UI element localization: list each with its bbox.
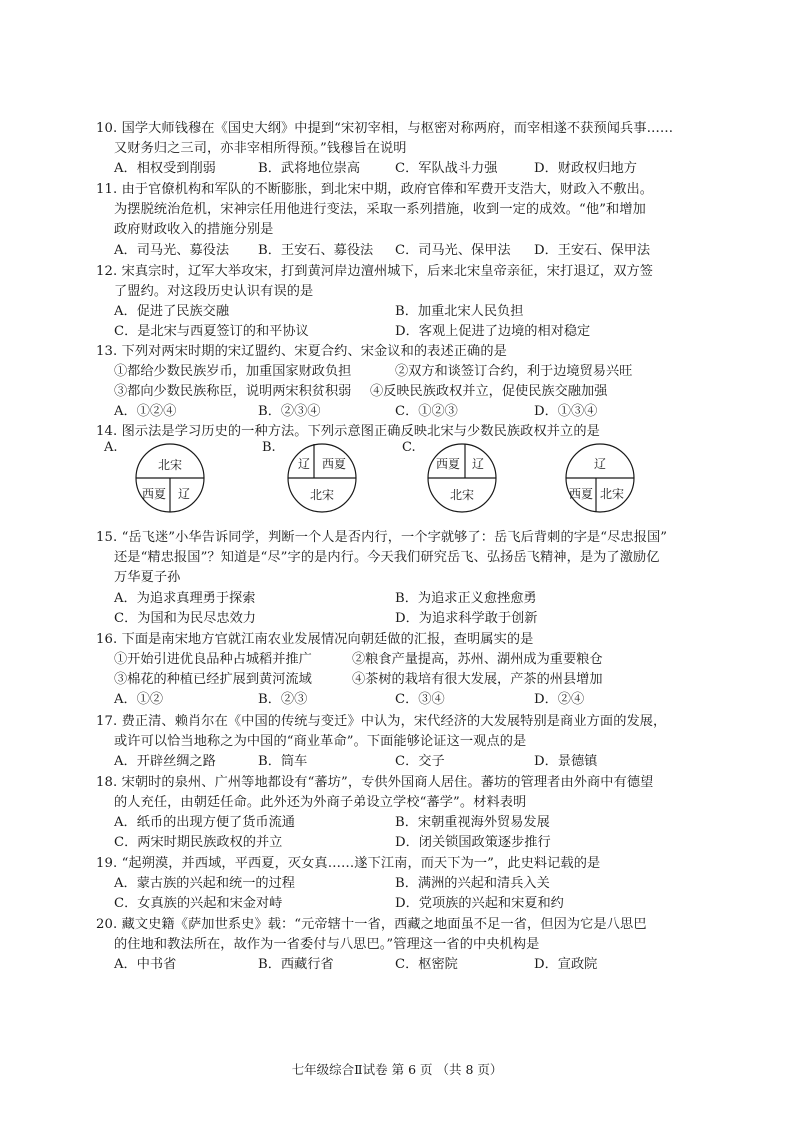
- q10-option-a: A．相权受到削弱: [114, 161, 216, 176]
- q15-stem-line3: 万华夏子孙: [114, 570, 181, 585]
- q12-stem-line2: 了盟约。对这段历史认识有误的是: [114, 284, 314, 299]
- q17-option-a: A．开辟丝绸之路: [114, 754, 216, 769]
- q15-option-c: C．为国和为民尽忠效力: [114, 611, 256, 626]
- q18-stem-line2: 的人充任，由朝廷任命。此外还为外商子弟设立学校“蕃学”。材料表明: [114, 795, 527, 810]
- q11-option-a: A．司马光、募役法: [114, 243, 230, 258]
- q15-stem-line2: 还是“精忠报国”？知道是“尽”字的是内行。今天我们研究岳飞、弘扬岳飞精神，是为了激励亿: [114, 550, 660, 565]
- q12-option-a: A．促进了民族交融: [114, 304, 230, 319]
- q11-option-b: B．王安石、募役法: [258, 243, 374, 258]
- q16-stem-line1: 16. 下面是南宋地方官就江南农业发展情况向朝廷做的汇报，查明属实的是: [96, 632, 534, 647]
- q11-option-d: D．王安石、保甲法: [534, 243, 651, 258]
- q20-stem-line1: 20. 藏文史籍《萨加世系史》载：“元帝辖十一省，西藏之地面虽不足一省，但因为它是八思巴: [96, 917, 647, 932]
- q13-option-b: B．②③④: [258, 404, 321, 419]
- q17-option-b: B．筒车: [258, 754, 308, 769]
- q11-option-c: C．司马光、保甲法: [395, 243, 511, 258]
- q14-fig-b-bottom: 北宋: [309, 488, 335, 502]
- q14-fig-c-top-right: 辽: [471, 457, 485, 471]
- q12-option-b: B．加重北宋人民负担: [395, 304, 524, 319]
- q10-option-d: D．财政权归地方: [534, 161, 637, 176]
- q14-fig-a-letter: A.: [104, 440, 118, 455]
- q14-fig-b-top-right: 西夏: [321, 457, 347, 471]
- q17-stem-line1: 17. 费正清、赖肖尔在《中国的传统与变迁》中认为，宋代经济的大发展特别是商业方面的发展，: [96, 714, 667, 729]
- q14-fig-b-diagram: [280, 442, 364, 514]
- q18-option-c: C．两宋时期民族政权的并立: [114, 835, 283, 850]
- q13-option-c: C．①②③: [395, 404, 458, 419]
- q18-stem-line1: 18. 宋朝时的泉州、广州等地都设有“蕃坊”，专供外国商人居住。蕃坊的管理者由外商中有德望: [96, 775, 654, 790]
- q15-option-a: A．为追求真理勇于探索: [114, 591, 256, 606]
- q18-option-b: B．宋朝重视海外贸易发展: [395, 815, 550, 830]
- q19-option-d: D．党项族的兴起和宋夏和约: [395, 896, 564, 911]
- q16-option-a: A．①②: [114, 692, 164, 707]
- q16-option-c: C．③④: [395, 692, 445, 707]
- q15-option-d: D．为追求科学敢于创新: [395, 611, 538, 626]
- q18-option-a: A．纸币的出现方便了货币流通: [114, 815, 295, 830]
- q14-fig-d-bottom-left: 西夏: [568, 487, 594, 501]
- q19-option-b: B．满洲的兴起和清兵入关: [395, 876, 550, 891]
- page-footer: 七年级综合Ⅱ试卷 第 6 页 （共 8 页）: [291, 1062, 503, 1077]
- q16-statement-2: ②粮食产量提高，苏州、湖州成为重要粮仓: [352, 652, 603, 667]
- q16-statement-1: ①开始引进优良品种占城稻并推广: [114, 652, 312, 667]
- q12-option-c: C．是北宋与西夏签订的和平协议: [114, 324, 309, 339]
- q20-option-d: D．宣政院: [534, 957, 598, 972]
- q17-option-c: C．交子: [395, 754, 445, 769]
- q10-stem-line2: 又财务归之三司，亦非宰相所得预。”钱穆旨在说明: [114, 141, 407, 156]
- q15-stem-line1: 15. “岳飞迷”小华告诉同学，判断一个人是否内行，一个字就够了：岳飞后背刺的字是“尽忠报国”: [96, 530, 668, 545]
- q19-stem-line1: 19. “起朔漠，并西域，平西夏，灭女真……遂下江南，而天下为一”，此史料记载的是: [96, 856, 601, 871]
- q11-stem-line2: 为摆脱统治危机，宋神宗任用他进行变法，采取一系列措施，收到一定的成效。“他”和增加: [114, 202, 646, 217]
- q13-statement-4: ④反映民族政权并立，促使民族交融加强: [370, 384, 608, 399]
- q11-stem-line3: 政府财政收入的措施分别是: [114, 222, 274, 237]
- q13-stem-line1: 13. 下列对两宋时期的宋辽盟约、宋夏合约、宋金议和的表述正确的是: [96, 344, 507, 359]
- q16-option-d: D．②④: [534, 692, 585, 707]
- q14-fig-c-diagram: [420, 442, 504, 514]
- q14-fig-d-bottom-right: 北宋: [599, 487, 625, 501]
- q14-fig-d-top: 辽: [593, 457, 607, 471]
- q14-fig-a-diagram: [128, 442, 212, 514]
- q17-stem-line2: 或许可以恰当地称之为中国的“商业革命”。下面能够论证这一观点的是: [114, 734, 527, 749]
- q13-option-a: A．①②④: [114, 404, 177, 419]
- q13-statement-3: ③都向少数民族称臣，说明两宋积贫积弱: [114, 384, 352, 399]
- q10-option-b: B．武将地位崇高: [258, 161, 361, 176]
- q14-stem-line1: 14. 图示法是学习历史的一种方法。下列示意图正确反映北宋与少数民族政权并立的是: [96, 424, 600, 439]
- q14-fig-b-letter: B.: [262, 440, 276, 455]
- q16-option-b: B．②③: [258, 692, 308, 707]
- q19-option-a: A．蒙古族的兴起和统一的过程: [114, 876, 295, 891]
- q14-fig-b-top-left: 辽: [297, 457, 311, 471]
- q13-option-d: D．①③④: [534, 404, 598, 419]
- q19-option-c: C．女真族的兴起和宋金对峙: [114, 896, 283, 911]
- q18-option-d: D．闭关锁国政策逐步推行: [395, 835, 551, 850]
- q16-statement-4: ④茶树的栽培有很大发展，产茶的州县增加: [352, 672, 603, 687]
- q14-fig-c-letter: C.: [402, 440, 416, 455]
- q12-stem-line1: 12. 宋真宗时，辽军大举攻宋，打到黄河岸边澶州城下，后来北宋皇帝亲征，宋打退辽，双方签: [96, 264, 654, 279]
- q14-fig-c-bottom: 北宋: [449, 488, 475, 502]
- q14-fig-a-bottom-left: 西夏: [141, 487, 167, 501]
- q20-option-a: A．中书省: [114, 957, 177, 972]
- q20-option-c: C．枢密院: [395, 957, 458, 972]
- q13-statement-1: ①都给少数民族岁币，加重国家财政负担: [114, 364, 352, 379]
- q14-fig-a-bottom-right: 辽: [177, 487, 191, 501]
- q20-stem-line2: 的住地和教法所在，故作为一省委付与八思巴。”管理这一省的中央机构是: [114, 937, 540, 952]
- q17-option-d: D．景德镇: [534, 754, 598, 769]
- q14-fig-a-top: 北宋: [157, 458, 183, 472]
- q14-fig-d-diagram: [558, 442, 642, 514]
- q15-option-b: B．为追求正义愈挫愈勇: [395, 591, 537, 606]
- q10-stem-line1: 10. 国学大师钱穆在《国史大纲》中提到“宋初宰相，与枢密对称两府，而宰相遂不获预闻兵事……: [96, 121, 674, 136]
- q14-fig-c-top-left: 西夏: [435, 457, 461, 471]
- q10-option-c: C．军队战斗力强: [395, 161, 498, 176]
- q20-option-b: B．西藏行省: [258, 957, 334, 972]
- q11-stem-line1: 11. 由于官僚机构和军队的不断膨胀，到北宋中期，政府官俸和军费开支浩大，财政入不敷出。: [96, 182, 654, 197]
- q16-statement-3: ③棉花的种植已经扩展到黄河流域: [114, 672, 312, 687]
- q13-statement-2: ②双方和谈签订合约，利于边境贸易兴旺: [395, 364, 633, 379]
- q12-option-d: D．客观上促进了边境的相对稳定: [395, 324, 591, 339]
